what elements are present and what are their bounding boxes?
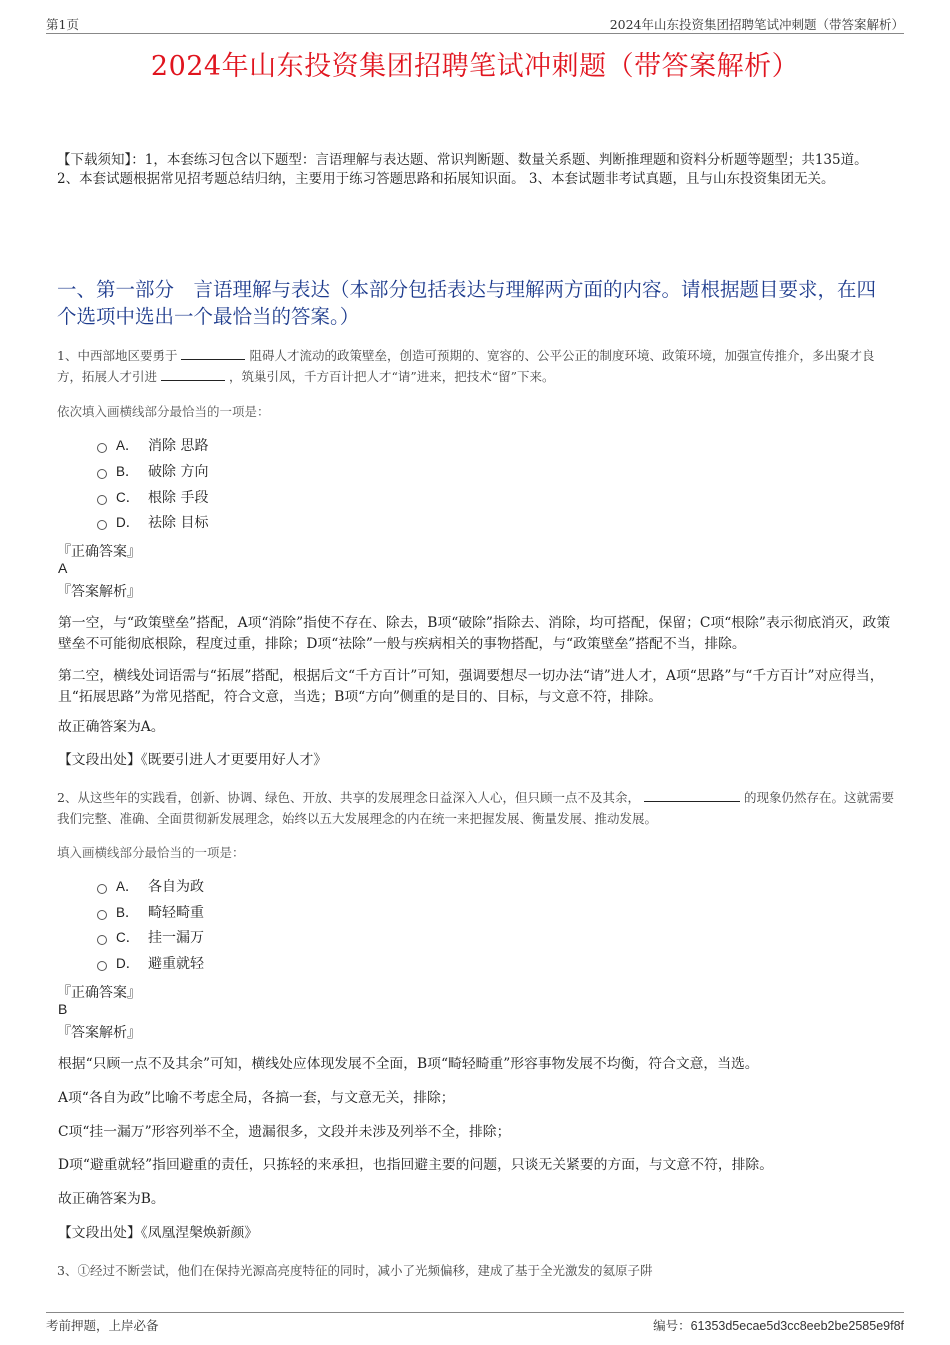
option-text: 消除 思路 [148, 438, 209, 454]
radio-icon[interactable] [97, 495, 107, 505]
fill-blank [181, 346, 245, 360]
question-1-option-b[interactable] [97, 462, 208, 482]
page-number: 第1页 [46, 17, 79, 32]
question-1-stem [57, 345, 897, 387]
option-letter: B． [116, 464, 139, 479]
analysis-paragraph: 第一空，与“政策壁垒”搭配，A项“消除”指使不存在、除去，B项“破除”指除去、消除，均可搭配，保留；C项“根除”表示彻底消灭，政策壁垒不可能彻底根除，程度过重，排除；D项“祛除”一般与疾病相关的事物搭配，与“政策壁垒”搭配不当，排除。 [58, 615, 891, 652]
question-1-option-c[interactable] [97, 488, 208, 508]
radio-icon[interactable] [97, 520, 107, 530]
radio-icon[interactable] [97, 443, 107, 453]
option-letter: D． [116, 515, 140, 530]
correct-answer-value: B [58, 1001, 68, 1017]
question-2-instruction: 填入画横线部分最恰当的一项是： [57, 845, 245, 860]
question-2-source: 【文段出处】《凤凰涅槃焕新颜》 [58, 1225, 259, 1241]
radio-icon[interactable] [97, 961, 107, 971]
analysis-paragraph: A项“各自为政”比喻不考虑全局，各搞一套，与文意无关，排除； [58, 1090, 455, 1106]
analysis-paragraph: C项“挂一漏万”形容列举不全，遗漏很多，文段并未涉及列举不全，排除； [58, 1124, 511, 1140]
radio-icon[interactable] [97, 910, 107, 920]
question-2-option-c[interactable] [97, 928, 204, 948]
radio-icon[interactable] [97, 469, 107, 479]
correct-answer-label: 『正确答案』 [57, 544, 141, 560]
question-1-option-d[interactable] [97, 513, 208, 533]
question-1-source: 【文段出处】《既要引进人才更要用好人才》 [58, 752, 328, 768]
document-title: 2024年山东投资集团招聘笔试冲刺题（带答案解析） [150, 51, 800, 82]
analysis-conclusion: 故正确答案为A。 [58, 719, 165, 735]
option-letter: B． [116, 905, 139, 920]
question-text: 的现象仍然存在。这就需要我们完整、准确、全面贯彻新发展理念，始终以五大发展理念的内在统一来把握发展、衡量发展、推动发展。 [57, 790, 894, 826]
fill-blank [644, 788, 740, 802]
question-2-option-b[interactable] [97, 903, 204, 923]
option-letter: D． [116, 956, 140, 971]
option-text: 畸轻畸重 [148, 905, 204, 921]
footer-slogan: 考前押题，上岸必备 [46, 1318, 159, 1333]
radio-icon[interactable] [97, 884, 107, 894]
question-text: 阻碍人才流动的政策壁垒，创造可预期的、宽容的、公平公正的制度环境、政策环境，加强宣传推介，多出聚才良方，拓展人才引进 [57, 348, 875, 384]
option-letter: A． [116, 438, 139, 453]
header-doc-title: 2024年山东投资集团招聘笔试冲刺题（带答案解析） [609, 17, 904, 32]
radio-icon[interactable] [97, 935, 107, 945]
option-letter: C． [116, 930, 140, 945]
option-text: 破除 方向 [148, 464, 209, 480]
fill-blank [161, 367, 225, 381]
question-1-instruction: 依次填入画横线部分最恰当的一项是： [57, 404, 270, 419]
correct-answer-label: 『正确答案』 [57, 985, 141, 1001]
analysis-paragraph: D项“避重就轻”指回避重的责任，只拣轻的来承担，也指回避主要的问题，只谈无关紧要的方面，与文意不符，排除。 [58, 1157, 774, 1173]
analysis-paragraph: 第二空，横线处词语需与“拓展”搭配，根据后文“千方百计”可知，强调要想尽一切办法“请”进人才，A项“思路”与“千方百计”对应得当，且“拓展思路”为常见搭配，符合文意，当选；B项“方向”侧重的是目的、目标，与文意不符，排除。 [58, 668, 884, 705]
option-letter: C． [116, 490, 140, 505]
download-notice: 【下载须知】：1，本套练习包含以下题型：言语理解与表达题、常识判断题、数量关系题、判断推理题和资料分析题等题型；共135道。 2、本套试题根据常见招考题总结归纳，主要用于练习答题思路和拓展知识面。 3、本套试题非考试真题，且与山东投资集团无关。 [57, 152, 868, 187]
analysis-conclusion: 故正确答案为B。 [58, 1191, 165, 1207]
question-text: 2、从这些年的实践看，创新、协调、绿色、开放、共享的发展理念日益深入人心，但只顾一点不及其余， [57, 790, 640, 805]
document-id: 编号：61353d5ecae5d3cc8eeb2be2585e9f8f [653, 1319, 904, 1333]
question-3-stem: 3、①经过不断尝试，他们在保持光源高亮度特征的同时，减小了光频偏移，建成了基于全光激发的氦原子阱 [57, 1263, 653, 1278]
option-text: 祛除 目标 [148, 515, 209, 531]
question-2-option-d[interactable] [97, 954, 204, 974]
option-text: 根除 手段 [148, 490, 209, 506]
option-text: 避重就轻 [148, 956, 204, 972]
question-text: ，筑巢引凤，千方百计把人才“请”进来，把技术“留”下来。 [228, 369, 555, 384]
option-letter: A． [116, 879, 139, 894]
option-text: 挂一漏万 [148, 930, 204, 946]
correct-answer-value: A [58, 560, 68, 576]
question-1-option-a[interactable] [97, 436, 208, 456]
question-2-option-a[interactable] [97, 877, 204, 897]
page-header [46, 13, 904, 34]
analysis-label: 『答案解析』 [57, 584, 141, 600]
question-2-stem [57, 787, 897, 829]
section-heading: 一、第一部分 言语理解与表达（本部分包括表达与理解两方面的内容。请根据题目要求，在四个选项中选出一个最恰当的答案。） [57, 278, 877, 328]
page-footer [46, 1312, 904, 1333]
analysis-label: 『答案解析』 [57, 1025, 141, 1041]
analysis-paragraph: 根据“只顾一点不及其余”可知，横线处应体现发展不全面，B项“畸轻畸重”形容事物发展不均衡，符合文意，当选。 [58, 1056, 759, 1072]
question-text: 1、中西部地区要勇于 [57, 348, 178, 363]
option-text: 各自为政 [148, 879, 204, 895]
